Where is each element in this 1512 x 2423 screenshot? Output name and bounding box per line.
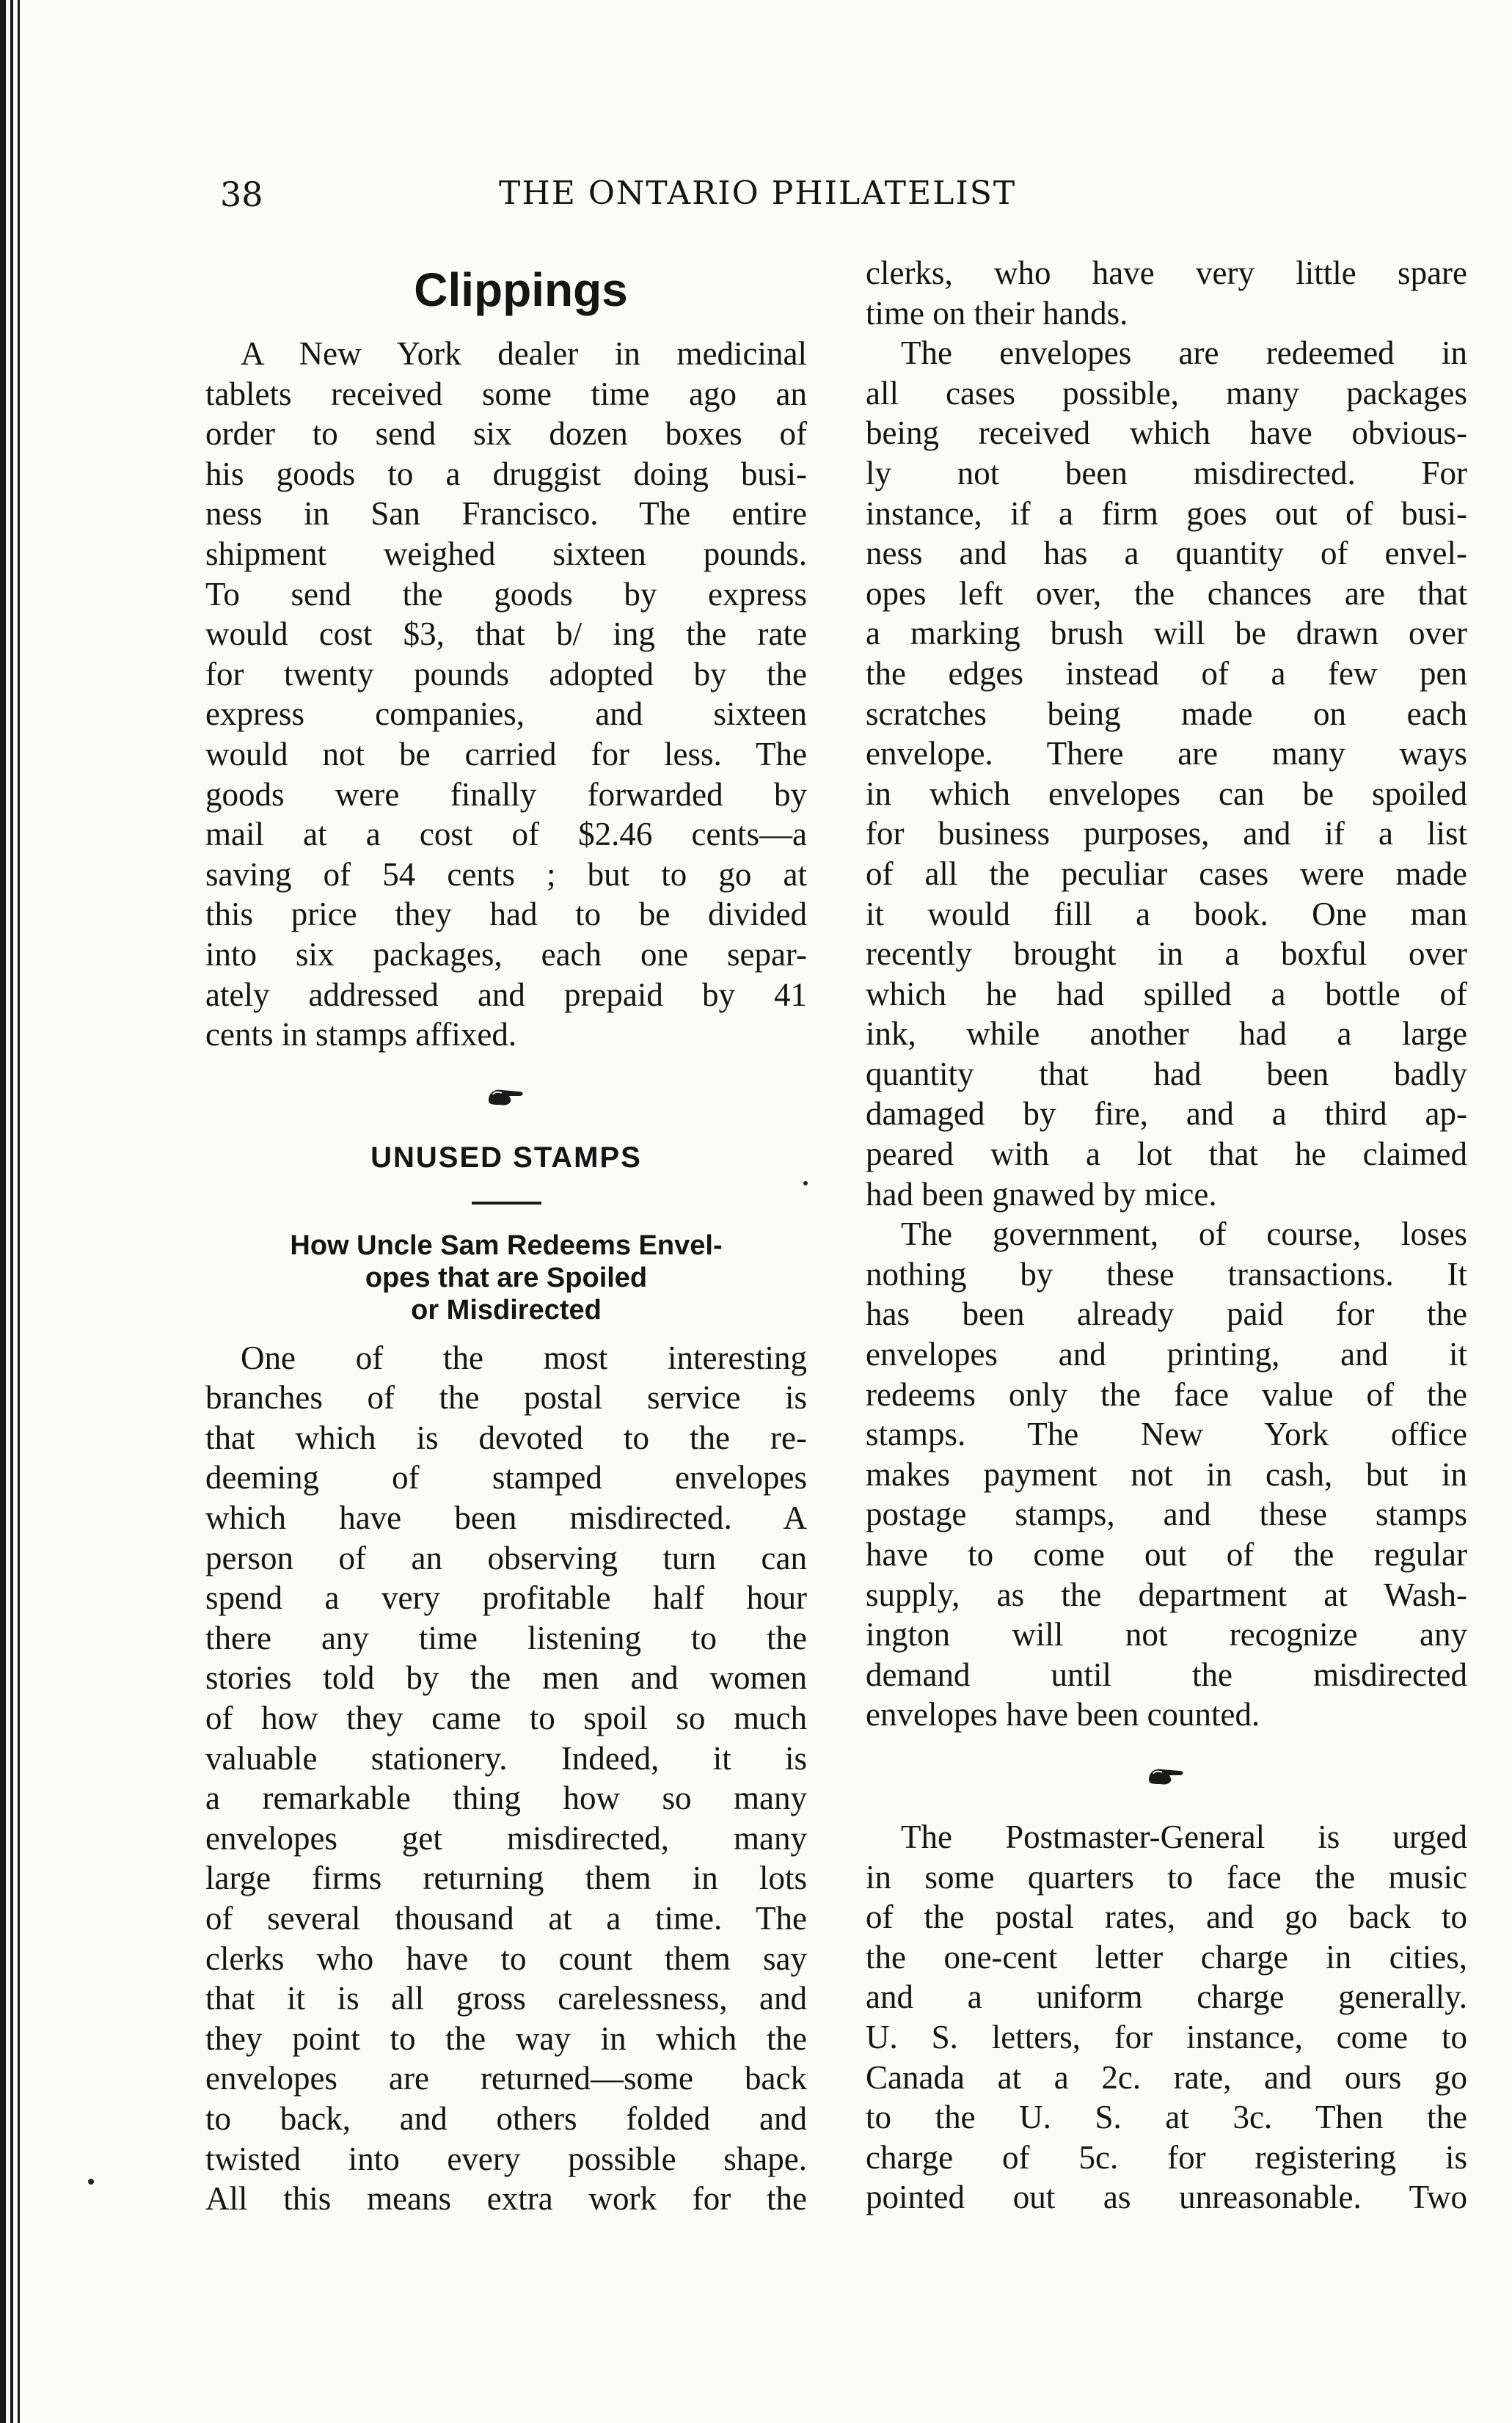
text-line: the edges instead of a few pen bbox=[866, 654, 1467, 692]
text-line: valuable stationery. Indeed, it is bbox=[205, 1739, 807, 1777]
text-line: opes left over, the chances are that bbox=[866, 574, 1467, 612]
text-line: The Postmaster-General is urged bbox=[901, 1818, 1467, 1855]
text-line: clerks who have to count them say bbox=[205, 1940, 807, 1977]
text-line: of the postal rates, and go back to bbox=[866, 1898, 1467, 1936]
text-line: ately addressed and prepaid by 41 bbox=[205, 976, 807, 1013]
text-line: branches of the postal service is bbox=[205, 1379, 807, 1417]
text-line: supply, as the department at Wash- bbox=[866, 1576, 1467, 1613]
article-paragraph bbox=[866, 1817, 1467, 2218]
text-line: All this means extra work for the bbox=[205, 2180, 807, 2218]
text-line: for business purposes, and if a list bbox=[866, 815, 1467, 852]
text-line: person of an observing turn can bbox=[205, 1539, 807, 1576]
text-line: Canada at a 2c. rate, and ours go bbox=[866, 2058, 1467, 2096]
page-header bbox=[220, 175, 1188, 226]
text-line: saving of 54 cents ; but to go at bbox=[205, 855, 807, 893]
text-line: has been already paid for the bbox=[866, 1295, 1467, 1333]
text-line: to the U. S. at 3c. Then the bbox=[866, 2099, 1467, 2136]
text-line: for twenty pounds adopted by the bbox=[205, 655, 807, 692]
text-line: shipment weighed sixteen pounds. bbox=[205, 535, 807, 572]
text-line: scratches being made on each bbox=[866, 695, 1467, 732]
text-line: twisted into every possible shape. bbox=[205, 2140, 807, 2177]
text-line: into six packages, each one separ- bbox=[205, 935, 807, 973]
running-title: THE ONTARIO PHILATELIST bbox=[499, 175, 1017, 212]
text-line: have to come out of the regular bbox=[866, 1536, 1467, 1573]
text-line: deeming of stamped envelopes bbox=[205, 1459, 807, 1496]
text-line: stamps. The New York office bbox=[866, 1416, 1467, 1453]
text-line: postage stamps, and these stamps bbox=[866, 1496, 1467, 1533]
text-line: The envelopes are redeemed in bbox=[901, 335, 1467, 372]
text-line: makes payment not in cash, but in bbox=[866, 1455, 1467, 1493]
text-line: One of the most interesting bbox=[241, 1339, 807, 1376]
text-line: quantity that had been badly bbox=[866, 1055, 1467, 1092]
article-paragraph bbox=[866, 1214, 1467, 1735]
subheading-line: opes that are Spoiled bbox=[365, 1262, 648, 1293]
text-line: to back, and others folded and bbox=[205, 2099, 807, 2137]
page-number: 38 bbox=[220, 175, 263, 214]
text-line: instance, if a firm goes out of busi- bbox=[866, 494, 1467, 532]
text-line: charge of 5c. for registering is bbox=[866, 2138, 1467, 2176]
subheading-line: How Uncle Sam Redeems Envel- bbox=[290, 1229, 723, 1261]
text-line: envelopes get misdirected, many bbox=[205, 1819, 807, 1857]
text-line: time on their hands. bbox=[866, 294, 1128, 332]
text-line: U. S. letters, for instance, come to bbox=[866, 2018, 1467, 2055]
binding-edge bbox=[0, 0, 6, 2423]
text-line: would not be carried for less. The bbox=[205, 735, 807, 772]
article-paragraph bbox=[866, 253, 1467, 333]
text-line: in which envelopes can be spoiled bbox=[866, 775, 1467, 812]
text-line: ington will not recognize any bbox=[866, 1616, 1467, 1653]
text-line: tablets received some time ago an bbox=[205, 375, 807, 412]
text-line: which he had spilled a bottle of bbox=[866, 975, 1467, 1012]
text-line: of all the peculiar cases were made bbox=[866, 855, 1467, 892]
pointing-hand-icon bbox=[866, 1735, 1467, 1817]
text-line: a remarkable thing how so many bbox=[205, 1780, 807, 1817]
text-line: envelopes and printing, and it bbox=[866, 1336, 1467, 1373]
clippings-heading: Clippings bbox=[414, 263, 628, 316]
text-line: ly not been misdirected. For bbox=[866, 454, 1467, 491]
scan-speck bbox=[88, 2179, 94, 2185]
text-line: envelopes are returned—some back bbox=[205, 2060, 807, 2097]
subheading-line: or Misdirected bbox=[411, 1294, 602, 1326]
text-line: that which is devoted to the re- bbox=[205, 1419, 807, 1456]
text-line: damaged by fire, and a third ap- bbox=[866, 1095, 1467, 1133]
article-subheading bbox=[205, 1229, 807, 1326]
unused-stamps-heading: UNUSED STAMPS bbox=[370, 1141, 642, 1174]
text-line: A New York dealer in medicinal bbox=[241, 335, 807, 372]
text-line: large firms returning them in lots bbox=[205, 1860, 807, 1897]
text-line: redeems only the face value of the bbox=[866, 1375, 1467, 1413]
text-line: mail at a cost of $2.46 cents—a bbox=[205, 816, 807, 853]
text-line: of several thousand at a time. The bbox=[205, 1900, 807, 1937]
text-line: of how they came to spoil so much bbox=[205, 1700, 807, 1737]
text-line: To send the goods by express bbox=[205, 575, 807, 613]
divider bbox=[472, 1202, 541, 1205]
text-line: ness and has a quantity of envel- bbox=[866, 535, 1467, 572]
text-line: express companies, and sixteen bbox=[205, 695, 807, 733]
article-paragraph bbox=[205, 1338, 807, 2219]
text-line: they point to the way in which the bbox=[205, 2020, 807, 2057]
text-line: a marking brush will be drawn over bbox=[866, 615, 1467, 652]
text-line: the one-cent letter charge in cities, bbox=[866, 1938, 1467, 1976]
text-line: in some quarters to face the music bbox=[866, 1858, 1467, 1896]
clipping-paragraph bbox=[205, 334, 807, 1055]
text-line: ink, while another had a large bbox=[866, 1015, 1467, 1053]
text-line: nothing by these transactions. It bbox=[866, 1255, 1467, 1293]
text-line: envelopes have been counted. bbox=[866, 1696, 1260, 1733]
text-line: The government, of course, loses bbox=[901, 1216, 1467, 1253]
text-line: this price they had to be divided bbox=[205, 896, 807, 933]
text-line: pointed out as unreasonable. Two bbox=[866, 2179, 1467, 2216]
right-column bbox=[866, 253, 1467, 2218]
text-line: cents in stamps affixed. bbox=[205, 1016, 517, 1053]
text-line: being received which have obvious- bbox=[866, 414, 1467, 452]
article-paragraph bbox=[866, 333, 1467, 1214]
text-line: that it is all gross carelessness, and bbox=[205, 1980, 807, 2017]
binding-edge bbox=[18, 0, 20, 2423]
text-line: peared with a lot that he claimed bbox=[866, 1136, 1467, 1173]
text-line: stories told by the men and women bbox=[205, 1659, 807, 1697]
text-line: demand until the misdirected bbox=[866, 1656, 1467, 1693]
left-column bbox=[205, 253, 807, 2219]
text-line: there any time listening to the bbox=[205, 1619, 807, 1656]
text-line: spend a very profitable half hour bbox=[205, 1579, 807, 1617]
text-line: recently brought in a boxful over bbox=[866, 935, 1467, 973]
text-line: ness in San Francisco. The entire bbox=[205, 495, 807, 533]
text-line: all cases possible, many packages bbox=[866, 374, 1467, 412]
text-line: clerks, who have very little spare bbox=[866, 255, 1467, 291]
text-line: it would fill a book. One man bbox=[866, 895, 1467, 932]
pointing-hand-icon bbox=[205, 1064, 807, 1130]
text-line: would cost $3, that b/ ing the rate bbox=[205, 615, 807, 653]
text-line: order to send six dozen boxes of bbox=[205, 415, 807, 453]
text-line: his goods to a druggist doing busi- bbox=[205, 455, 807, 492]
text-line: goods were finally forwarded by bbox=[205, 775, 807, 813]
text-line: and a uniform charge generally. bbox=[866, 1978, 1467, 2016]
text-line: which have been misdirected. A bbox=[205, 1499, 807, 1537]
text-line: had been gnawed by mice. bbox=[866, 1175, 1217, 1213]
text-line: envelope. There are many ways bbox=[866, 735, 1467, 772]
binding-edge bbox=[10, 0, 13, 2423]
